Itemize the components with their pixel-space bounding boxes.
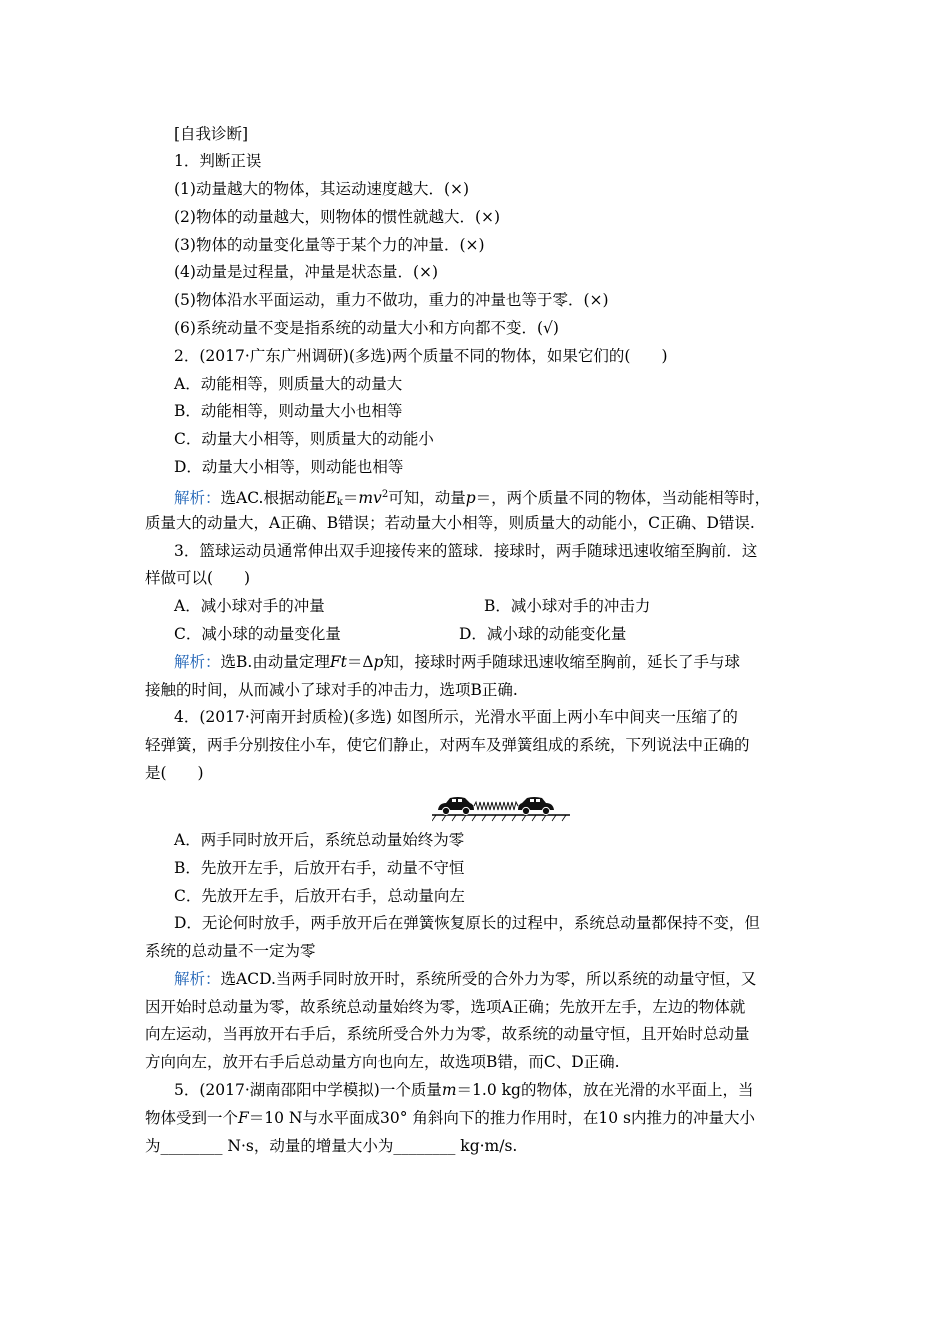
analysis-label: 解析： [174, 970, 221, 988]
q3-option-b: B．减小球对手的冲击力 [484, 597, 651, 615]
q2-option-a: A．动能相等，则质量大的动量大 [174, 375, 403, 393]
two-carts-spring-figure [432, 793, 570, 823]
left-car-icon [438, 797, 474, 815]
q1-item-3: (3)物体的动量变化量等于某个力的冲量．(×) [174, 236, 485, 254]
q4-option-a: A．两手同时放开后，系统总动量始终为零 [174, 831, 465, 849]
q2-option-d: D．动量大小相等，则动能也相等 [174, 458, 404, 476]
q5-stem-line-2: 物体受到一个F＝10 N与水平面成30° 角斜向下的推力作用时，在10 s内推力的冲量大小 [145, 1109, 756, 1127]
analysis-label: 解析： [174, 653, 221, 671]
q4-analysis-line-1: 解析：选ACD.当两手同时放开时，系统所受的合外力为零，所以系统的动量守恒，又 [174, 970, 757, 988]
ground-icon [432, 815, 570, 821]
q2-analysis-line-1: 解析：选AC.根据动能$E_k=mv^2$可知，动量p＝，两个质量不同的物体，当动能相等时， [174, 489, 771, 508]
q3-stem-line-1: 3．篮球运动员通常伸出双手迎接传来的篮球．接球时，两手随球迅速收缩至胸前．这 [174, 542, 758, 560]
q4-option-d: D．无论何时放手，两手放开后在弹簧恢复原长的过程中，系统总动量都保持不变，但 [174, 914, 760, 932]
section-heading: [自我诊断] [174, 125, 249, 143]
analysis-label: 解析： [174, 489, 221, 507]
q3-option-a: A．减小球对手的冲量 [174, 597, 325, 615]
q4-stem-line-1: 4．(2017·河南开封质检)(多选) 如图所示，光滑水平面上两小车中间夹一压缩了的 [174, 708, 738, 726]
q2-option-c: C．动量大小相等，则质量大的动能小 [174, 430, 434, 448]
q4-analysis-line-3: 向左运动，当再放开右手后，系统所受合外力为零，故系统的动量守恒，且开始时总动量 [145, 1025, 750, 1043]
q4-option-c: C．先放开左手，后放开右手，总动量向左 [174, 887, 465, 905]
q2-analysis-line-2: 质量大的动量大，A正确、B错误；若动量大小相等，则质量大的动能小，C正确、D错误. [145, 514, 755, 532]
q3-option-d: D．减小球的动能变化量 [459, 625, 627, 643]
q3-analysis-line-2: 接触的时间，从而减小了球对手的冲击力，选项B正确. [145, 681, 518, 699]
q4-analysis-line-4: 方向向左，放开右手后总动量方向也向左，故选项B错，而C、D正确. [145, 1053, 620, 1071]
q1-stem: 1．判断正误 [174, 152, 262, 170]
spring-icon [474, 802, 518, 810]
q4-option-d-line-2: 系统的总动量不一定为零 [145, 942, 316, 960]
q3-analysis-line-1: 解析：选B.由动量定理Ft＝Δp知，接球时两手随球迅速收缩至胸前，延长了手与球 [174, 653, 740, 671]
q4-option-b: B．先放开左手，后放开右手，动量不守恒 [174, 859, 465, 877]
q1-item-6: (6)系统动量不变是指系统的动量大小和方向都不变．(√) [174, 319, 559, 337]
right-car-icon [518, 797, 554, 815]
q1-item-4: (4)动量是过程量，冲量是状态量．(×) [174, 263, 439, 281]
q5-stem-line-1: 5．(2017·湖南邵阳中学模拟)一个质量m＝1.0 kg的物体，放在光滑的水平面上，当 [174, 1081, 754, 1099]
q4-analysis-line-2: 因开始时总动量为零，故系统总动量始终为零，选项A正确；先放开左手，左边的物体就 [145, 998, 746, 1016]
q1-item-1: (1)动量越大的物体，其运动速度越大．(×) [174, 180, 470, 198]
q4-stem-line-2: 轻弹簧，两手分别按住小车，使它们静止，对两车及弹簧组成的系统，下列说法中正确的 [145, 736, 750, 754]
q3-stem-line-2: 样做可以( ) [145, 569, 251, 587]
q3-option-c: C．减小球的动量变化量 [174, 625, 341, 643]
q2-option-b: B．动能相等，则动量大小也相等 [174, 402, 403, 420]
q4-stem-line-3: 是( ) [145, 764, 204, 782]
q2-stem: 2．(2017·广东广州调研)(多选)两个质量不同的物体，如果它们的( ) [174, 347, 668, 365]
q1-item-2: (2)物体的动量越大，则物体的惯性就越大．(×) [174, 208, 501, 226]
q5-stem-line-3: 为________ N·s，动量的增量大小为________ kg·m/s. [145, 1137, 518, 1155]
q1-item-5: (5)物体沿水平面运动，重力不做功，重力的冲量也等于零．(×) [174, 291, 609, 309]
